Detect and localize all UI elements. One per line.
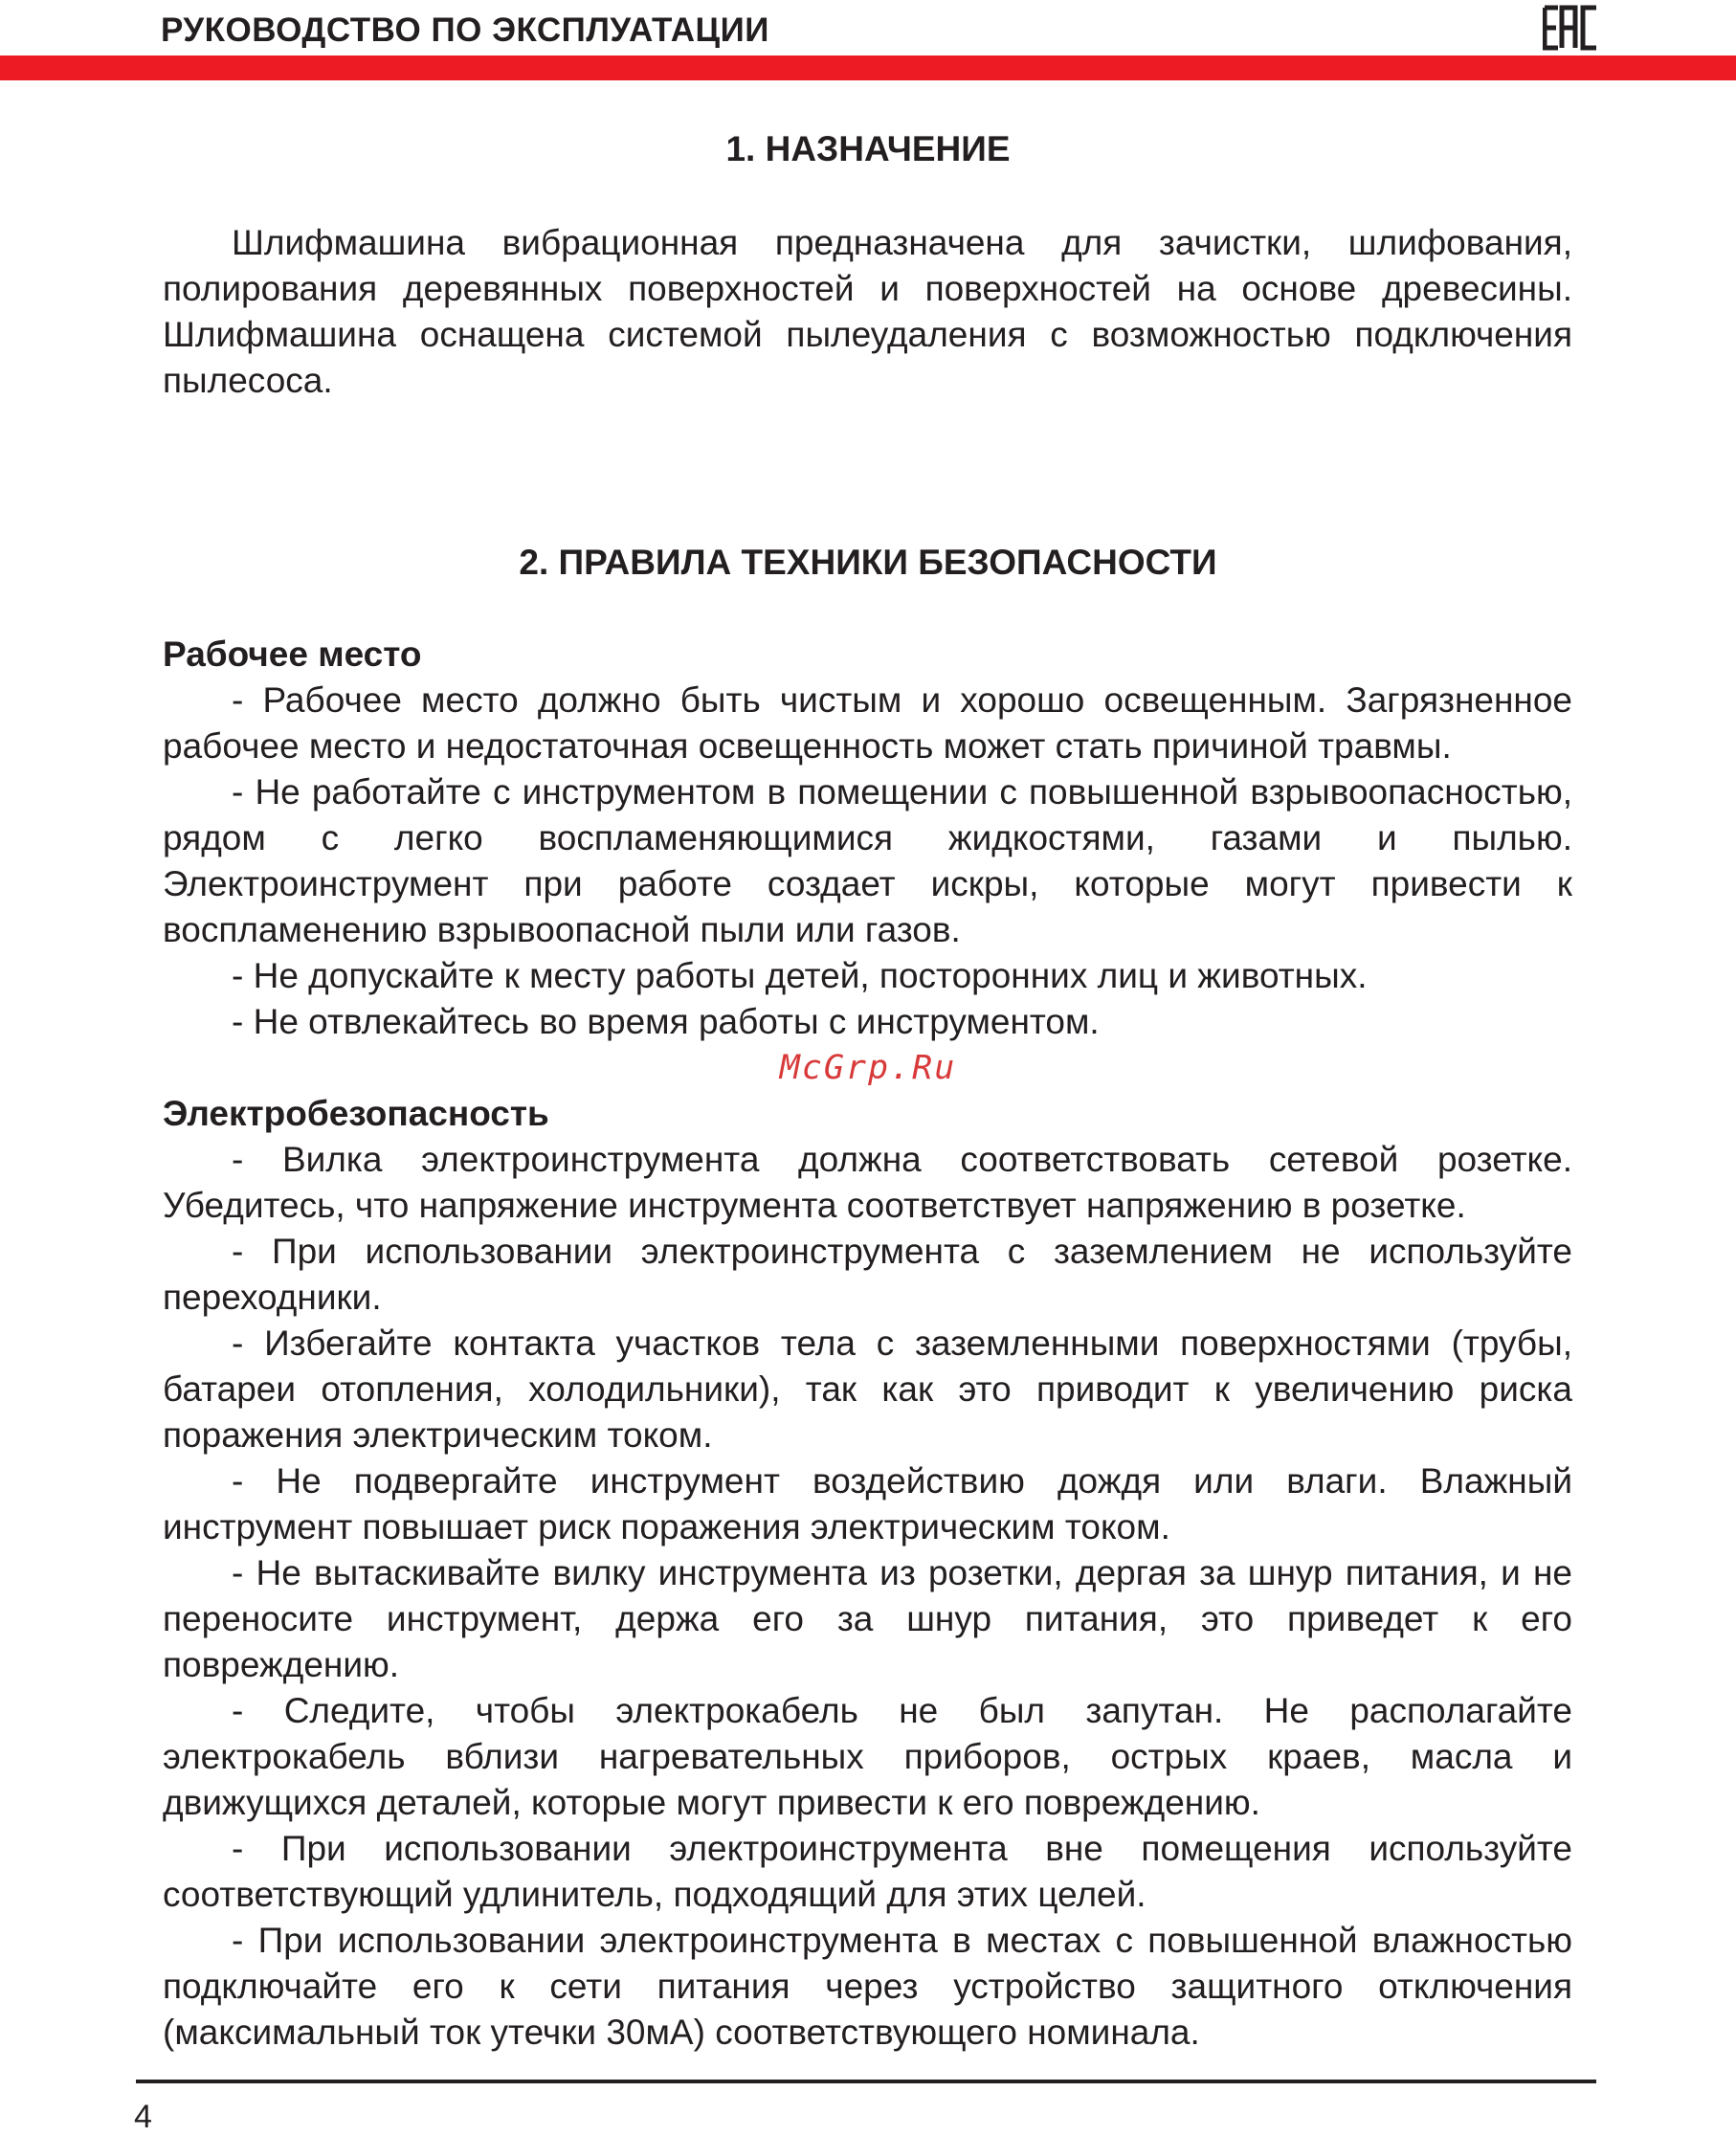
electrical-item: - Избегайте контакта участков тела с заземленными поверхностями (трубы, батареи отопления, холодильники), так как это приводит к увеличению риска поражения электрическим током. bbox=[163, 1324, 1572, 1455]
workplace-item: - Не отвлекайтесь во время работы с инструментом. bbox=[232, 1002, 1100, 1041]
electrical-item: - Не подвергайте инструмент воздействию дождя или влаги. Влажный инструмент повышает риск поражения электрическим током. bbox=[163, 1461, 1572, 1546]
header-red-bar bbox=[0, 56, 1736, 80]
workplace-section bbox=[163, 632, 1572, 1045]
section-1-body bbox=[163, 220, 1572, 404]
electrical-item: - При использовании электроинструмента вне помещения используйте соответствующий удлинитель, подходящий для этих целей. bbox=[163, 1829, 1572, 1914]
electrical-item: - При использовании электроинструмента в местах с повышенной влажностью подключайте его к сети питания через устройство защитного отключения (максимальный ток утечки 30мА) соответствующего номинала. bbox=[163, 1921, 1572, 2052]
workplace-item: - Не допускайте к месту работы детей, посторонних лиц и животных. bbox=[232, 956, 1368, 995]
workplace-item: - Рабочее место должно быть чистым и хорошо освещенным. Загрязненное рабочее место и недостаточная освещенность может стать причиной травмы. bbox=[163, 680, 1572, 766]
page-number: 4 bbox=[134, 2099, 152, 2135]
document-header-title: РУКОВОДСТВО ПО ЭКСПЛУАТАЦИИ bbox=[161, 11, 769, 49]
section-2-title: 2. ПРАВИЛА ТЕХНИКИ БЕЗОПАСНОСТИ bbox=[519, 543, 1217, 582]
electrical-safety-heading: Электробезопасность bbox=[163, 1094, 549, 1133]
electrical-item: - Следите, чтобы электрокабель не был запутан. Не располагайте электрокабель вблизи нагревательных приборов, острых краев, масла и движущихся деталей, которые могут привести к его повреждению. bbox=[163, 1691, 1572, 1822]
eac-certification-logo bbox=[1543, 4, 1600, 52]
electrical-item: - При использовании электроинструмента с заземлением не используйте переходники. bbox=[163, 1232, 1572, 1317]
purpose-paragraph: Шлифмашина вибрационная предназначена для зачистки, шлифования, полирования деревянных поверхностей и поверхностей на основе древесины. Шлифмашина оснащена системой пылеудаления с возможностью подключения пылесоса. bbox=[163, 223, 1572, 400]
workplace-item: - Не работайте с инструментом в помещении с повышенной взрывоопасностью, рядом с легко воспламеняющимися жидкостями, газами и пылью. Электроинструмент при работе создает искры, которые могут привести к воспламенению взрывоопасной пыли или газов. bbox=[163, 772, 1572, 949]
watermark-text: McGrp.Ru bbox=[779, 1049, 957, 1087]
workplace-heading: Рабочее место bbox=[163, 634, 422, 674]
section-1-title: 1. НАЗНАЧЕНИЕ bbox=[725, 129, 1011, 168]
electrical-item: - Не вытаскивайте вилку инструмента из розетки, дергая за шнур питания, и не переносите инструмент, держа его за шнур питания, это приведет к его повреждению. bbox=[163, 1553, 1572, 1684]
electrical-item: - Вилка электроинструмента должна соответствовать сетевой розетке. Убедитесь, что напряжение инструмента соответствует напряжению в розетке. bbox=[163, 1140, 1572, 1225]
electrical-safety-section bbox=[163, 1091, 1572, 2056]
footer-divider bbox=[136, 2080, 1596, 2083]
